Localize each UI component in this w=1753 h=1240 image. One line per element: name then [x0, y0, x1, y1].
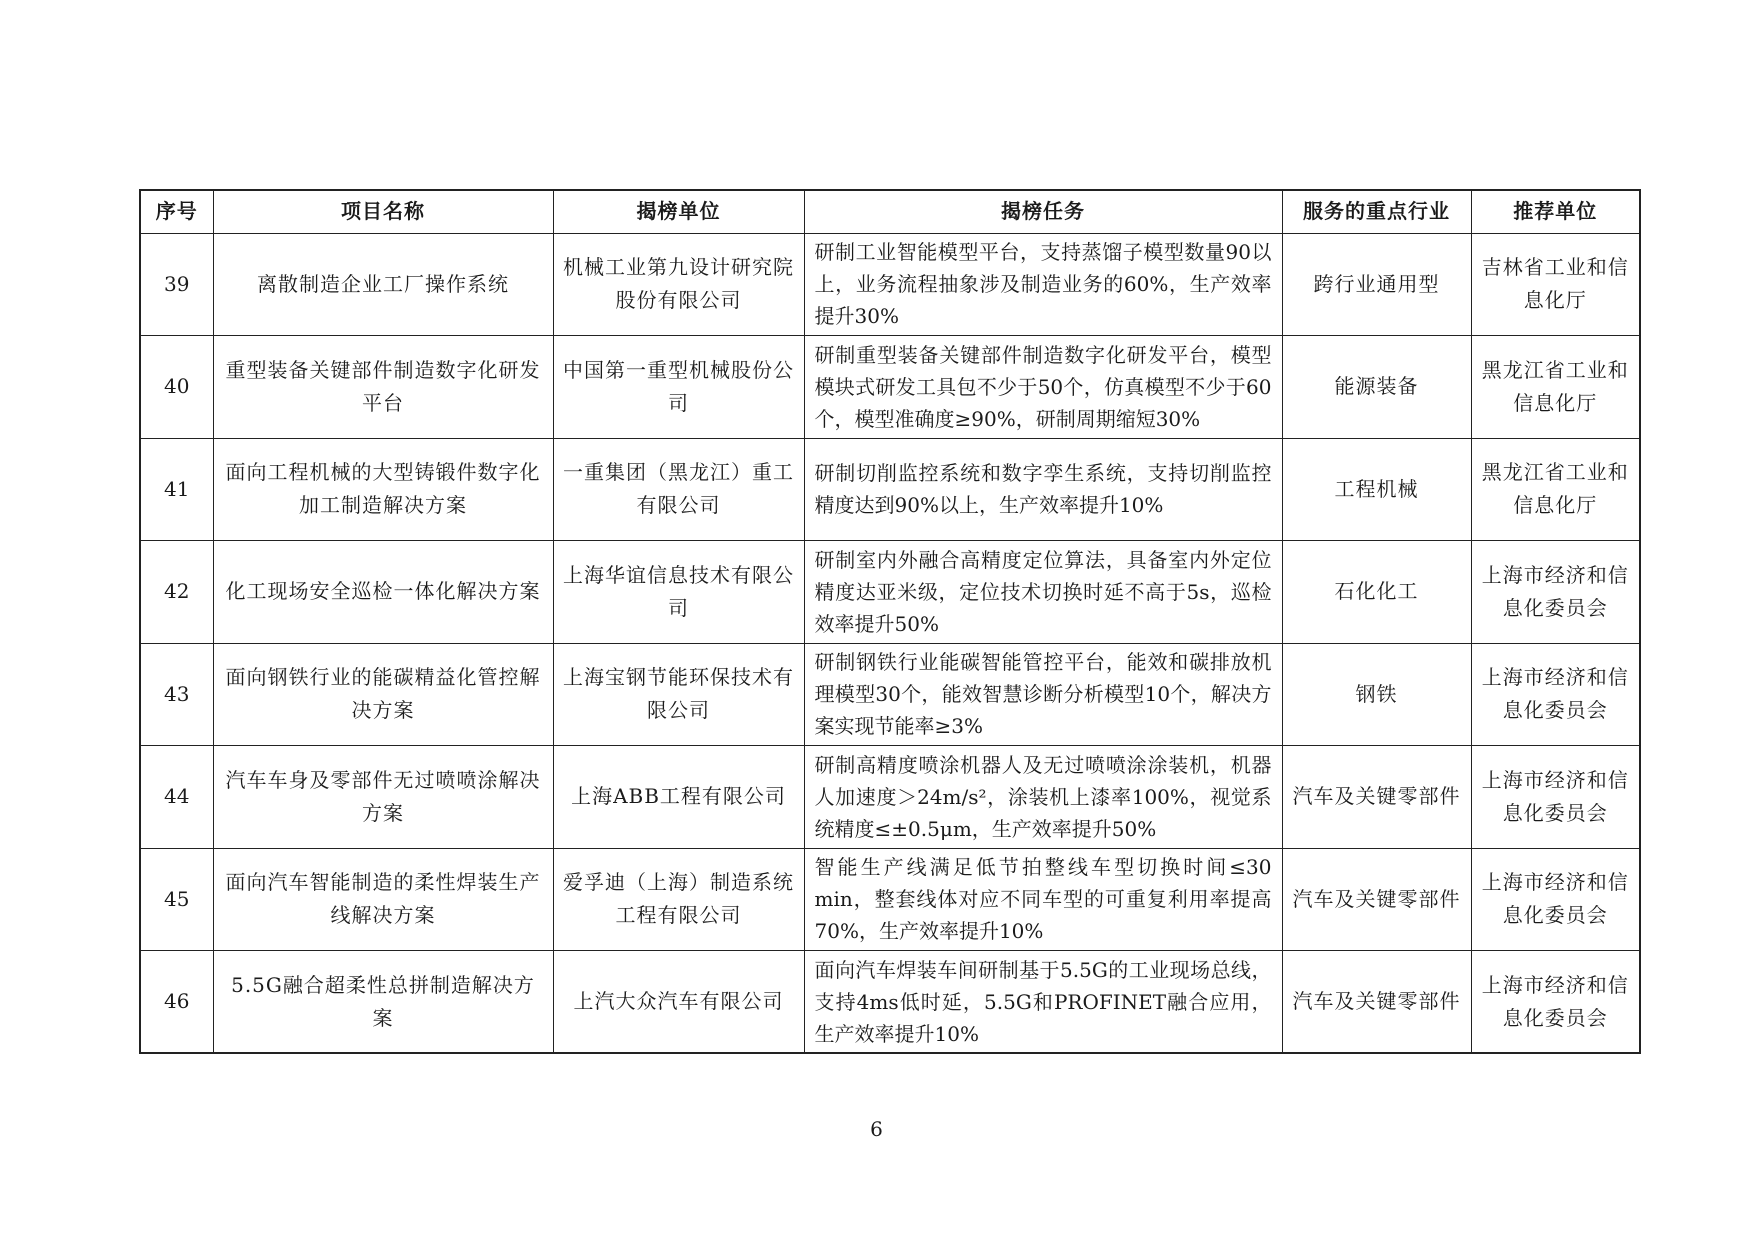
- cell-industry: 汽车及关键零部件: [1282, 951, 1471, 1054]
- header-industry: 服务的重点行业: [1282, 190, 1471, 233]
- cell-task: 研制切削监控系统和数字孪生系统，支持切削监控精度达到90%以上，生产效率提升10%: [804, 438, 1282, 541]
- cell-no: 46: [140, 951, 213, 1054]
- cell-recommender: 上海市经济和信息化委员会: [1471, 951, 1640, 1054]
- cell-no: 42: [140, 541, 213, 644]
- cell-task: 研制重型装备关键部件制造数字化研发平台，模型模块式研发工具包不少于50个，仿真模型不少于60个，模型准确度≥90%，研制周期缩短30%: [804, 336, 1282, 439]
- cell-recommender: 上海市经济和信息化委员会: [1471, 746, 1640, 849]
- cell-project-name: 面向汽车智能制造的柔性焊装生产线解决方案: [213, 848, 553, 951]
- page-number: 6: [870, 1117, 883, 1141]
- cell-no: 43: [140, 643, 213, 746]
- cell-unit: 上海华谊信息技术有限公司: [553, 541, 804, 644]
- header-unit: 揭榜单位: [553, 190, 804, 233]
- cell-recommender: 上海市经济和信息化委员会: [1471, 541, 1640, 644]
- cell-task: 智能生产线满足低节拍整线车型切换时间≤30 min，整套线体对应不同车型的可重复利用率提高70%，生产效率提升10%: [804, 848, 1282, 951]
- cell-project-name: 化工现场安全巡检一体化解决方案: [213, 541, 553, 644]
- cell-industry: 石化化工: [1282, 541, 1471, 644]
- cell-industry: 跨行业通用型: [1282, 233, 1471, 336]
- cell-unit: 机械工业第九设计研究院股份有限公司: [553, 233, 804, 336]
- cell-project-name: 面向工程机械的大型铸锻件数字化加工制造解决方案: [213, 438, 553, 541]
- cell-no: 41: [140, 438, 213, 541]
- table-row: [140, 643, 1640, 746]
- cell-no: 40: [140, 336, 213, 439]
- cell-unit: 上汽大众汽车有限公司: [553, 951, 804, 1054]
- cell-industry: 钢铁: [1282, 643, 1471, 746]
- cell-industry: 汽车及关键零部件: [1282, 746, 1471, 849]
- cell-recommender: 上海市经济和信息化委员会: [1471, 848, 1640, 951]
- cell-recommender: 黑龙江省工业和信息化厅: [1471, 336, 1640, 439]
- cell-recommender: 上海市经济和信息化委员会: [1471, 643, 1640, 746]
- table-row: [140, 233, 1640, 336]
- cell-industry: 能源装备: [1282, 336, 1471, 439]
- cell-task: 研制钢铁行业能碳智能管控平台，能效和碳排放机理模型30个，能效智慧诊断分析模型10个，解决方案实现节能率≥3%: [804, 643, 1282, 746]
- cell-task: 研制工业智能模型平台，支持蒸馏子模型数量90以上，业务流程抽象涉及制造业务的60%，生产效率提升30%: [804, 233, 1282, 336]
- table-header-row: [140, 190, 1640, 233]
- cell-project-name: 面向钢铁行业的能碳精益化管控解决方案: [213, 643, 553, 746]
- header-project-name: 项目名称: [213, 190, 553, 233]
- table-row: [140, 746, 1640, 849]
- table-row: [140, 541, 1640, 644]
- cell-unit: 一重集团（黑龙江）重工有限公司: [553, 438, 804, 541]
- cell-industry: 工程机械: [1282, 438, 1471, 541]
- table-row: [140, 848, 1640, 951]
- cell-unit: 爱孚迪（上海）制造系统工程有限公司: [553, 848, 804, 951]
- cell-project-name: 汽车车身及零部件无过喷喷涂解决方案: [213, 746, 553, 849]
- cell-project-name: 离散制造企业工厂操作系统: [213, 233, 553, 336]
- cell-project-name: 5.5G融合超柔性总拼制造解决方案: [213, 951, 553, 1054]
- cell-recommender: 黑龙江省工业和信息化厅: [1471, 438, 1640, 541]
- cell-unit: 上海宝钢节能环保技术有限公司: [553, 643, 804, 746]
- cell-task: 面向汽车焊装车间研制基于5.5G的工业现场总线，支持4ms低时延，5.5G和PROFINET融合应用，生产效率提升10%: [804, 951, 1282, 1054]
- cell-project-name: 重型装备关键部件制造数字化研发平台: [213, 336, 553, 439]
- cell-task: 研制室内外融合高精度定位算法，具备室内外定位精度达亚米级，定位技术切换时延不高于5s，巡检效率提升50%: [804, 541, 1282, 644]
- header-recommender: 推荐单位: [1471, 190, 1640, 233]
- header-no: 序号: [140, 190, 213, 233]
- table-row: [140, 951, 1640, 1054]
- cell-no: 39: [140, 233, 213, 336]
- project-table: [139, 189, 1641, 1054]
- cell-unit: 上海ABB工程有限公司: [553, 746, 804, 849]
- cell-industry: 汽车及关键零部件: [1282, 848, 1471, 951]
- cell-no: 44: [140, 746, 213, 849]
- cell-unit: 中国第一重型机械股份公司: [553, 336, 804, 439]
- header-task: 揭榜任务: [804, 190, 1282, 233]
- cell-recommender: 吉林省工业和信息化厅: [1471, 233, 1640, 336]
- table-row: [140, 438, 1640, 541]
- table-row: [140, 336, 1640, 439]
- cell-no: 45: [140, 848, 213, 951]
- cell-task: 研制高精度喷涂机器人及无过喷喷涂涂装机，机器人加速度＞24m/s²，涂装机上漆率100%，视觉系统精度≤±0.5μm，生产效率提升50%: [804, 746, 1282, 849]
